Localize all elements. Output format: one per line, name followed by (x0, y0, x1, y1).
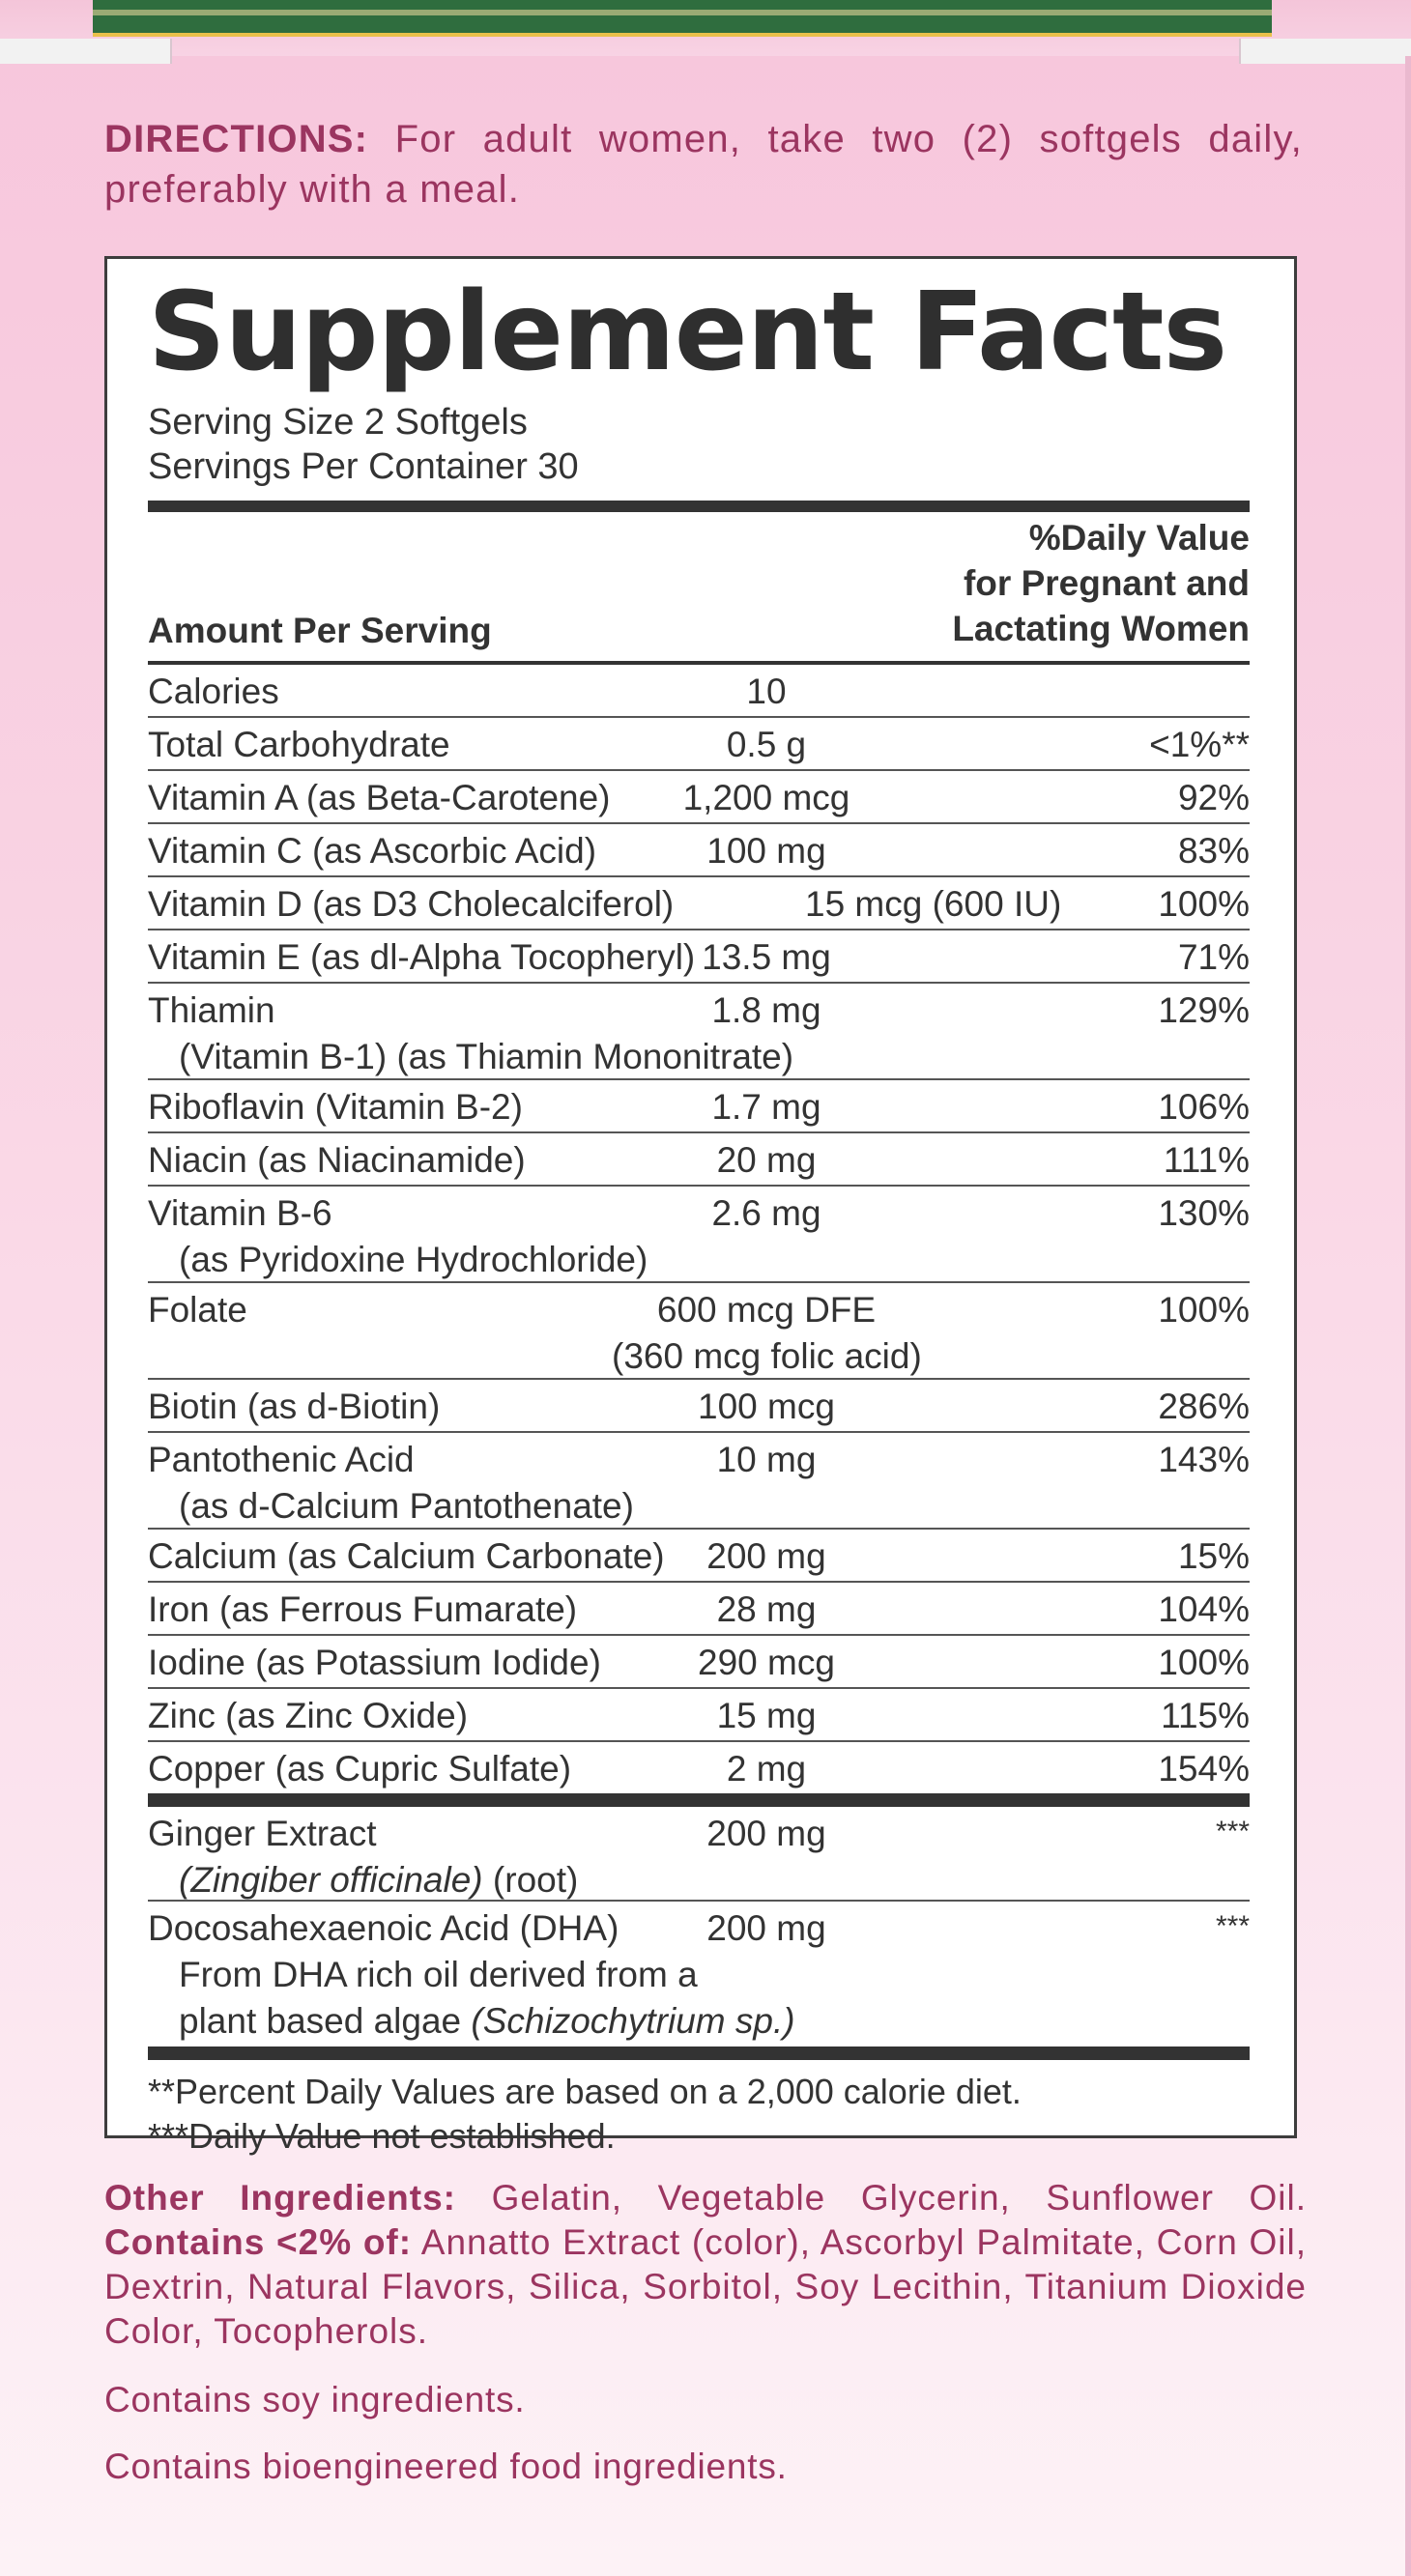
nutrient-amount-detail: (360 mcg folic acid) (612, 1336, 922, 1376)
table-row (148, 1283, 1250, 1380)
nutrient-amount: 1.7 mg (711, 1087, 821, 1127)
contains-label: Contains <2% of: (104, 2222, 413, 2262)
nutrient-dv: 100% (1158, 884, 1250, 924)
other-ingredients-label: Other Ingredients: (104, 2178, 456, 2218)
ingredient-latin-name: (Zingiber officinale) (179, 1860, 483, 1900)
package-flap-left (0, 39, 172, 64)
nutrient-amount: 290 mcg (698, 1643, 835, 1682)
nutrient-amount: 2.6 mg (711, 1193, 821, 1233)
other-ingredients (104, 2176, 1307, 2354)
table-row (148, 1636, 1250, 1689)
table-row (148, 877, 1250, 930)
nutrient-amount: 600 mcg DFE (656, 1290, 877, 1330)
facts-title: Supplement Facts (148, 270, 1227, 395)
nutrient-name: Vitamin E (as dl-Alpha Tocopheryl) (148, 937, 696, 977)
thick-divider (148, 2046, 1250, 2060)
nutrient-amount: 1.8 mg (711, 990, 821, 1030)
nutrient-name: Vitamin B-6 (148, 1193, 332, 1233)
footnote-dv: **Percent Daily Values are based on a 2,000 calorie diet. (148, 2072, 1022, 2111)
contains-text: Annatto Extract (color), Ascorbyl Palmitate, Corn Oil, Dextrin, Natural Flavors, Silica, Sorbitol, Soy Lecithin, Titanium Dioxide Color, Tocopherols. (104, 2222, 1308, 2351)
allergen-note: Contains soy ingredients. (104, 2380, 526, 2419)
nutrient-amount: 200 mg (706, 1536, 826, 1576)
ingredient-source: From DHA rich oil derived from a (179, 1955, 698, 1994)
nutrient-dv: 92% (1177, 778, 1250, 817)
nutrient-amount: 20 mg (716, 1140, 817, 1180)
package-flap-right (1239, 39, 1411, 64)
table-row (148, 1583, 1250, 1636)
footnote-not-established: ***Daily Value not established. (148, 2116, 616, 2156)
amount-per-serving-label: Amount Per Serving (148, 611, 492, 650)
nutrient-dv: 129% (1158, 990, 1250, 1030)
nutrient-name: Calories (148, 672, 279, 711)
nutrient-amount: 100 mg (706, 831, 826, 871)
table-row (148, 1807, 1250, 1902)
other-ingredients-text: Gelatin, Vegetable Glycerin, Sunflower Oil. (456, 2178, 1307, 2218)
nutrient-name: Vitamin D (as D3 Cholecalciferol) (148, 884, 675, 924)
ingredient-dv: *** (1215, 1816, 1250, 1847)
nutrient-dv: 71% (1177, 937, 1250, 977)
nutrient-amount: 13.5 mg (702, 937, 831, 977)
nutrient-dv: 106% (1158, 1087, 1250, 1127)
thick-divider (148, 1793, 1250, 1807)
nutrient-dv: 154% (1158, 1749, 1250, 1789)
table-row (148, 1530, 1250, 1583)
supplement-facts-panel (104, 256, 1297, 2156)
dv-header-line: %Daily Value (1028, 518, 1250, 558)
nutrient-dv: 100% (1158, 1290, 1250, 1330)
nutrient-name: Vitamin A (as Beta-Carotene) (148, 778, 611, 817)
ingredient-latin-name: (Schizochytrium sp.) (471, 2001, 795, 2041)
bioengineered-note: Contains bioengineered food ingredients. (104, 2447, 788, 2486)
nutrient-name: Folate (148, 1290, 247, 1330)
table-row (148, 824, 1250, 877)
table-row (148, 1902, 1250, 2046)
nutrient-dv: 286% (1158, 1387, 1250, 1426)
nutrient-amount: 10 mg (716, 1440, 817, 1479)
nutrient-name: Copper (as Cupric Sulfate) (148, 1749, 572, 1789)
directions-text (104, 114, 1303, 215)
supplement-facts-content (148, 259, 1250, 2159)
nutrient-name: Zinc (as Zinc Oxide) (148, 1696, 469, 1735)
table-row (148, 930, 1250, 984)
daily-value-header (952, 515, 1250, 651)
ingredient-amount: 200 mg (706, 1908, 826, 1948)
nutrient-dv: 104% (1158, 1589, 1250, 1629)
nutrient-amount: 15 mcg (600 IU) (805, 884, 1062, 924)
package-edge (1405, 56, 1411, 2576)
nutrient-dv: 15% (1177, 1536, 1250, 1576)
nutrient-amount: 0.5 g (726, 725, 807, 764)
table-row (148, 1187, 1250, 1283)
table-row (148, 1133, 1250, 1187)
nutrient-dv: 100% (1158, 1643, 1250, 1682)
nutrient-dv: 111% (1163, 1140, 1250, 1180)
table-row (148, 665, 1250, 718)
nutrient-dv: 115% (1161, 1696, 1250, 1735)
ingredient-source (179, 1857, 578, 1903)
nutrient-amount: 10 (746, 672, 787, 711)
package-top-strip (0, 0, 1411, 56)
ingredient-source (179, 1998, 795, 2045)
serving-size: Serving Size 2 Softgels (148, 402, 528, 443)
nutrient-name: Pantothenic Acid (148, 1440, 415, 1479)
servings-per-container: Servings Per Container 30 (148, 446, 579, 487)
ingredient-source-plain: plant based algae (179, 2001, 472, 2041)
nutrient-dv: 83% (1177, 831, 1250, 871)
dv-header-line: Lactating Women (952, 609, 1250, 648)
table-row (148, 1689, 1250, 1742)
ingredient-part: (root) (482, 1860, 579, 1900)
nutrient-amount: 2 mg (726, 1749, 807, 1789)
nutrient-dv: 143% (1158, 1440, 1250, 1479)
nutrient-name: Niacin (as Niacinamide) (148, 1140, 526, 1180)
nutrient-source: (Vitamin B-1) (as Thiamin Mononitrate) (179, 1037, 794, 1076)
dv-header-line: for Pregnant and (963, 563, 1250, 603)
nutrient-name: Calcium (as Calcium Carbonate) (148, 1536, 665, 1576)
ingredient-name: Docosahexaenoic Acid (DHA) (148, 1908, 619, 1948)
nutrient-name: Vitamin C (as Ascorbic Acid) (148, 831, 597, 871)
table-row (148, 1433, 1250, 1530)
ingredient-name: Ginger Extract (148, 1814, 377, 1853)
nutrient-name: Iodine (as Potassium Iodide) (148, 1643, 601, 1682)
nutrient-amount: 28 mg (716, 1589, 817, 1629)
nutrient-name: Iron (as Ferrous Fumarate) (148, 1589, 578, 1629)
brand-band (93, 0, 1272, 37)
nutrient-source: (as d-Calcium Pantothenate) (179, 1486, 634, 1526)
nutrient-name: Biotin (as d-Biotin) (148, 1387, 441, 1426)
nutrient-dv: <1%** (1149, 725, 1250, 764)
table-row (148, 1380, 1250, 1433)
ingredient-dv: *** (1215, 1910, 1250, 1942)
directions-label: DIRECTIONS: (104, 118, 369, 160)
footnotes (148, 2070, 1250, 2159)
ingredient-amount: 200 mg (706, 1814, 826, 1853)
table-row (148, 771, 1250, 824)
table-header (148, 512, 1250, 665)
table-row (148, 984, 1250, 1080)
table-row (148, 718, 1250, 771)
nutrient-amount: 15 mg (716, 1696, 817, 1735)
nutrient-name: Thiamin (148, 990, 275, 1030)
nutrient-name: Total Carbohydrate (148, 725, 450, 764)
thick-divider (148, 501, 1250, 512)
table-row (148, 1080, 1250, 1133)
nutrient-amount: 1,200 mcg (682, 778, 850, 817)
table-row (148, 1742, 1250, 1793)
directions-body: For adult women, take two (2) softgels daily, preferably with a meal. (104, 118, 1303, 211)
nutrient-name: Riboflavin (Vitamin B-2) (148, 1087, 523, 1127)
nutrient-amount: 100 mcg (698, 1387, 835, 1426)
nutrient-dv: 130% (1158, 1193, 1250, 1233)
nutrient-source: (as Pyridoxine Hydrochloride) (179, 1240, 648, 1279)
